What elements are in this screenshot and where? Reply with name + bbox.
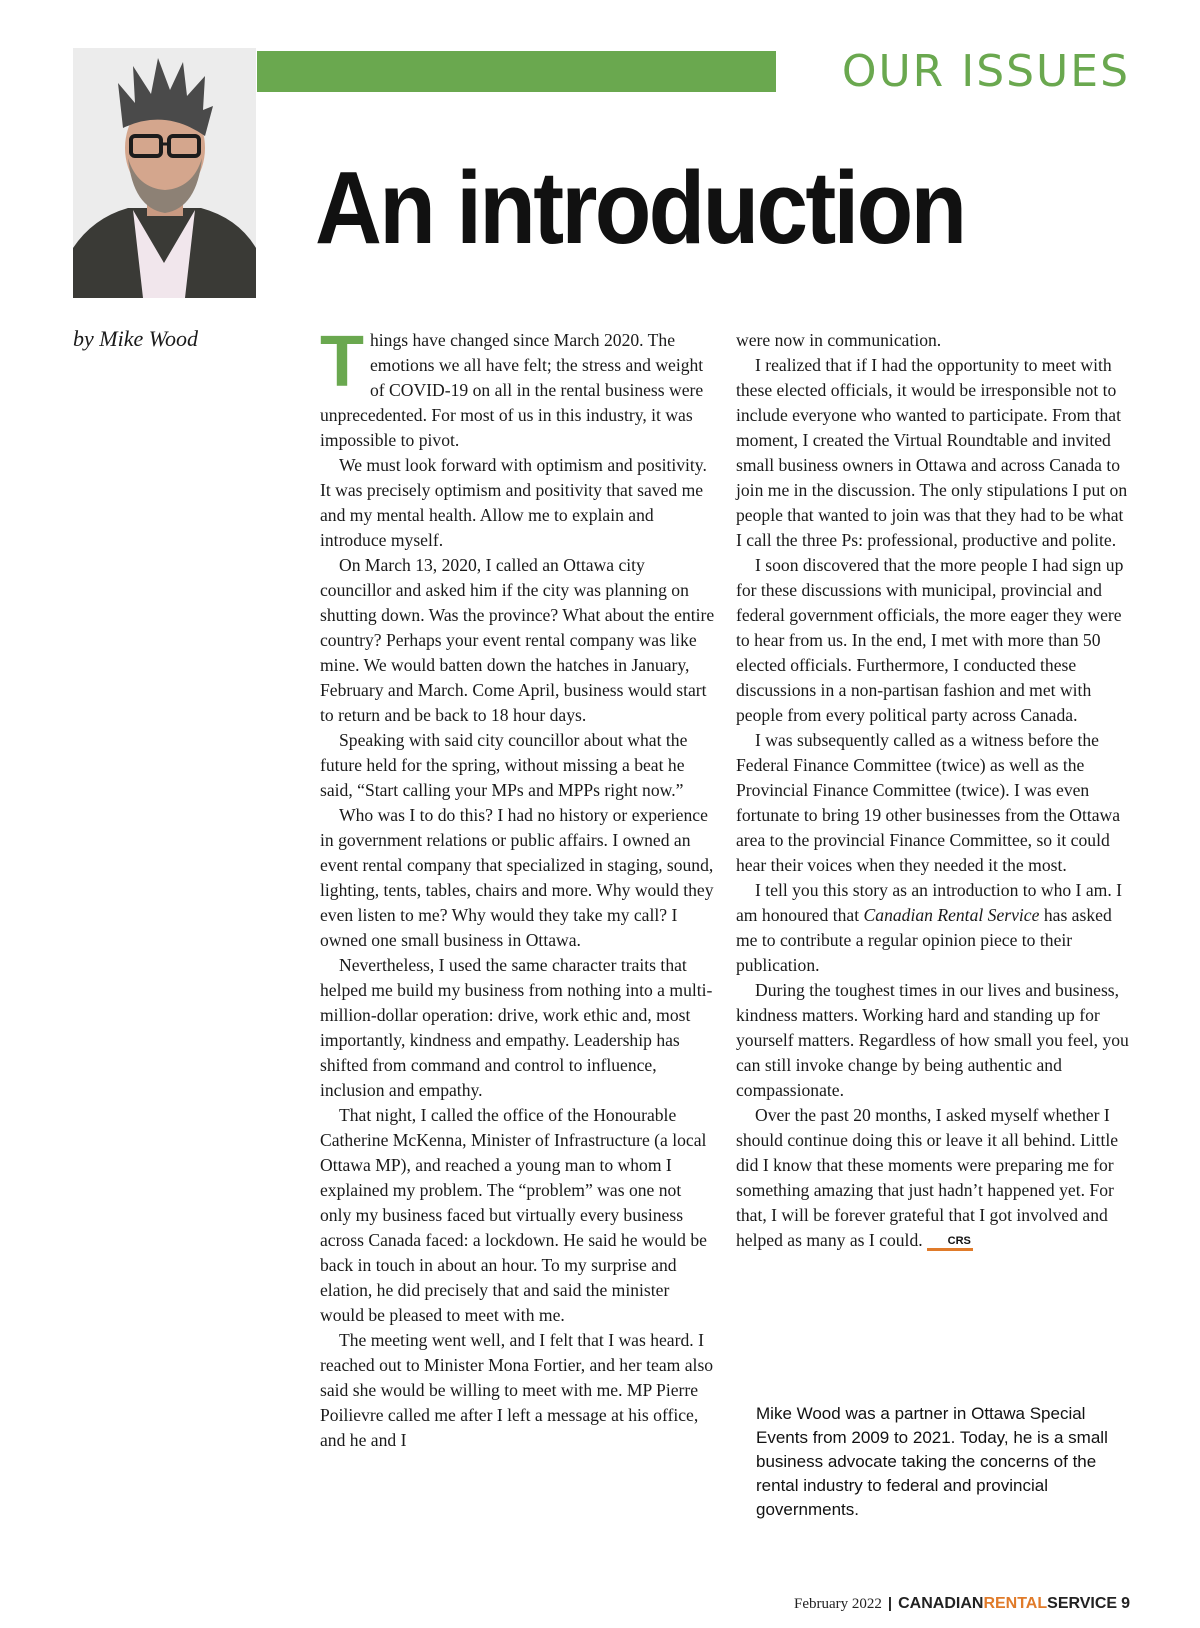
article-paragraph: The meeting went well, and I felt that I was heard. I reached out to Minister Mona Fortier, and her team also said she would be willing to meet with me. MP Pierre Poilievre called me after I left a message at his office, and he and I	[320, 1330, 714, 1450]
author-photo	[73, 48, 256, 298]
article-paragraph: During the toughest times in our lives and business, kindness matters. Working hard and standing up for yourself matters. Regardless of how small you feel, you can still invoke change by being authentic and compassionate.	[736, 980, 1129, 1100]
article-paragraph: I soon discovered that the more people I had sign up for these discussions with municipal, provincial and federal government officials, the more eager they were to hear from us. In the end, I met with more than 50 elected officials. Furthermore, I conducted these discussions in a non-partisan fashion and met with people from every political party across Canada.	[736, 555, 1124, 725]
page-number: 9	[1121, 1595, 1130, 1612]
header-accent-bar	[257, 51, 776, 92]
article-paragraph: Over the past 20 months, I asked myself whether I should continue doing this or leave it all behind. Little did I know that these moments were preparing me for something amazing that just hadn’t happened yet. For that, I will be forever grateful that I got involved and helped as many as I could. CRS	[736, 1105, 1119, 1250]
author-byline: by Mike Wood	[73, 326, 199, 351]
article-paragraph: Who was I to do this? I had no history or experience in government relations or public affairs. I owned an event rental company that specialized in staging, sound, lighting, tents, tables, chairs and more. Why would they even listen to me? Why would they take my call? I owned one small business in Ottawa.	[320, 805, 714, 950]
article-paragraph: I tell you this story as an introduction to who I am. I am honoured that Canadian Rental Service has asked me to contribute a regular opinion piece to their publication.	[736, 880, 1122, 975]
author-bio: Mike Wood was a partner in Ottawa Special Events from 2009 to 2021. Today, he is a small business advocate taking the concerns of the rental industry to federal and provincial governments.	[756, 1404, 1108, 1519]
section-label: OUR ISSUES	[841, 46, 1130, 97]
issue-date: February 2022	[794, 1596, 882, 1612]
footer-separator: |	[887, 1595, 893, 1612]
publication-brand: CANADIANRENTALSERVICE	[898, 1595, 1118, 1612]
author-headshot-icon	[73, 48, 256, 298]
article-column-2	[736, 328, 1131, 1253]
article-paragraph: We must look forward with optimism and positivity. It was precisely optimism and positivity that saved me and my mental health. Allow me to explain and introduce myself.	[320, 455, 707, 550]
publication-title: Canadian Rental Service	[863, 905, 1040, 925]
article-paragraph: Speaking with said city councillor about what the future held for the spring, without missing a beat he said, “Start calling your MPs and MPPs right now.”	[320, 730, 688, 800]
article-paragraph: Things have changed since March 2020. The emotions we all have felt; the stress and weight of COVID-19 on all in the rental business were unprecedented. For most of us in this industry, it was impossible to pivot.	[320, 322, 704, 450]
article-paragraph: Nevertheless, I used the same character traits that helped me build my business from nothing into a multi-million-dollar operation: drive, work ethic and, most importantly, kindness and empathy. Leadership has shifted from command and control to influence, inclusion and empathy.	[320, 955, 713, 1100]
article-paragraph: were now in communication.	[736, 330, 942, 350]
article-paragraph: That night, I called the office of the Honourable Catherine McKenna, Minister of Infrastructure (a local Ottawa MP), and reached a young man to whom I explained my problem. The “problem” was one not only my business faced but virtually every business across Canada faced: a lockdown. He said he would be back in touch in about an hour. To my surprise and elation, he did precisely that and said the minister would be pleased to meet with me.	[320, 1105, 707, 1325]
article-paragraph: I realized that if I had the opportunity to meet with these elected officials, it would be irresponsible not to include everyone who wanted to participate. From that moment, I created the Virtual Roundtable and invited small business owners in Ottawa and across Canada to join me in the discussion. The only stipulations I put on people that wanted to join was that they had to be what I call the three Ps: professional, productive and polite.	[736, 355, 1128, 550]
page-footer	[794, 1594, 1130, 1614]
article-paragraph: On March 13, 2020, I called an Ottawa city councillor and asked him if the city was planning on shutting down. Was the province? What about the entire country? Perhaps your event rental company was like mine. We would batten down the hatches in January, February and March. Come April, business would start to return and be back to 18 hour days.	[320, 555, 715, 725]
article-paragraph: I was subsequently called as a witness before the Federal Finance Committee (twice) as well as the Provincial Finance Committee (twice). I was even fortunate to bring 19 other businesses from the Ottawa area to the provincial Finance Committee, so it could hear their voices when they needed it the most.	[736, 730, 1121, 875]
drop-cap: T	[320, 322, 364, 402]
article-column-1	[320, 322, 715, 1453]
article-headline: An introduction	[315, 150, 965, 265]
crs-end-mark-icon: CRS	[927, 1235, 973, 1251]
